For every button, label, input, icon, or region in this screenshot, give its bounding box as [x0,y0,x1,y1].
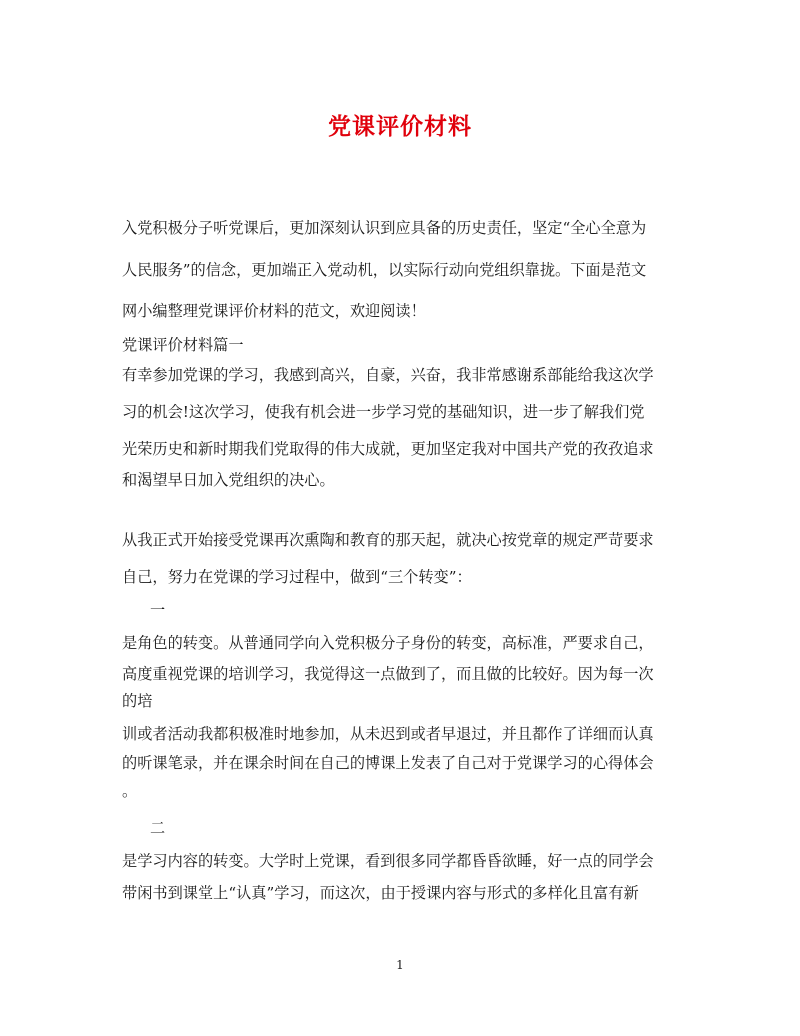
paragraph-line: 有幸参加党课的学习，我感到高兴，自豪，兴奋，我非常感谢系部能给我这次学 [122,366,654,384]
paragraph-line: 和渴望早日加入党组织的决心。 [122,471,335,489]
paragraph-line: 从我正式开始接受党课再次熏陶和教育的那天起，就决心按党章的规定严苛要求 [122,531,654,549]
paragraph-line: 光荣历史和新时期我们党取得的伟大成就，更加坚定我对中国共产党的孜孜追求 [122,440,654,458]
paragraph-line: 人民服务”的信念，更加端正入党动机，以实际行动向党组织靠拢。下面是范文 [122,261,647,279]
paragraph-line: 习的机会!这次学习，使我有机会进一步学习党的基础知识，进一步了解我们党 [122,403,645,421]
paragraph-line: 的听课笔录，并在课余时间在自己的博课上发表了自己对于党课学习的心得体会 [122,754,654,772]
paragraph-line: 的培 [122,692,153,710]
paragraph-line: 网小编整理党课评价材料的范文，欢迎阅读！ [122,302,426,320]
section-heading: 党课评价材料篇一 [122,336,244,354]
paragraph-line: 。 [122,782,138,800]
paragraph-line: 带闲书到课堂上“认真”学习，而这次，由于授课内容与形式的多样化且富有新 [122,884,639,902]
paragraph-line: 是学习内容的转变。大学时上党课，看到很多同学都昏昏欲睡，好一点的同学会 [122,852,654,870]
page-number: 1 [396,958,404,972]
paragraph-line: 高度重视党课的培训学习，我觉得这一点做到了，而且做的比较好。因为每一次 [122,665,654,683]
list-marker: 二 [150,819,166,837]
list-marker: 一 [150,601,166,619]
paragraph-line: 是角色的转变。从普通同学向入党积极分子身份的转变，高标准，严要求自己， [122,634,654,652]
paragraph-line: 训或者活动我都积极准时地参加，从未迟到或者早退过，并且都作了详细而认真 [122,725,654,743]
paragraph-line: 自己，努力在党课的学习过程中，做到“三个转变”： [122,568,472,586]
paragraph-line: 入党积极分子听党课后，更加深刻认识到应具备的历史责任，坚定“全心全意为 [122,219,647,237]
document-title: 党课评价材料 [328,113,472,140]
